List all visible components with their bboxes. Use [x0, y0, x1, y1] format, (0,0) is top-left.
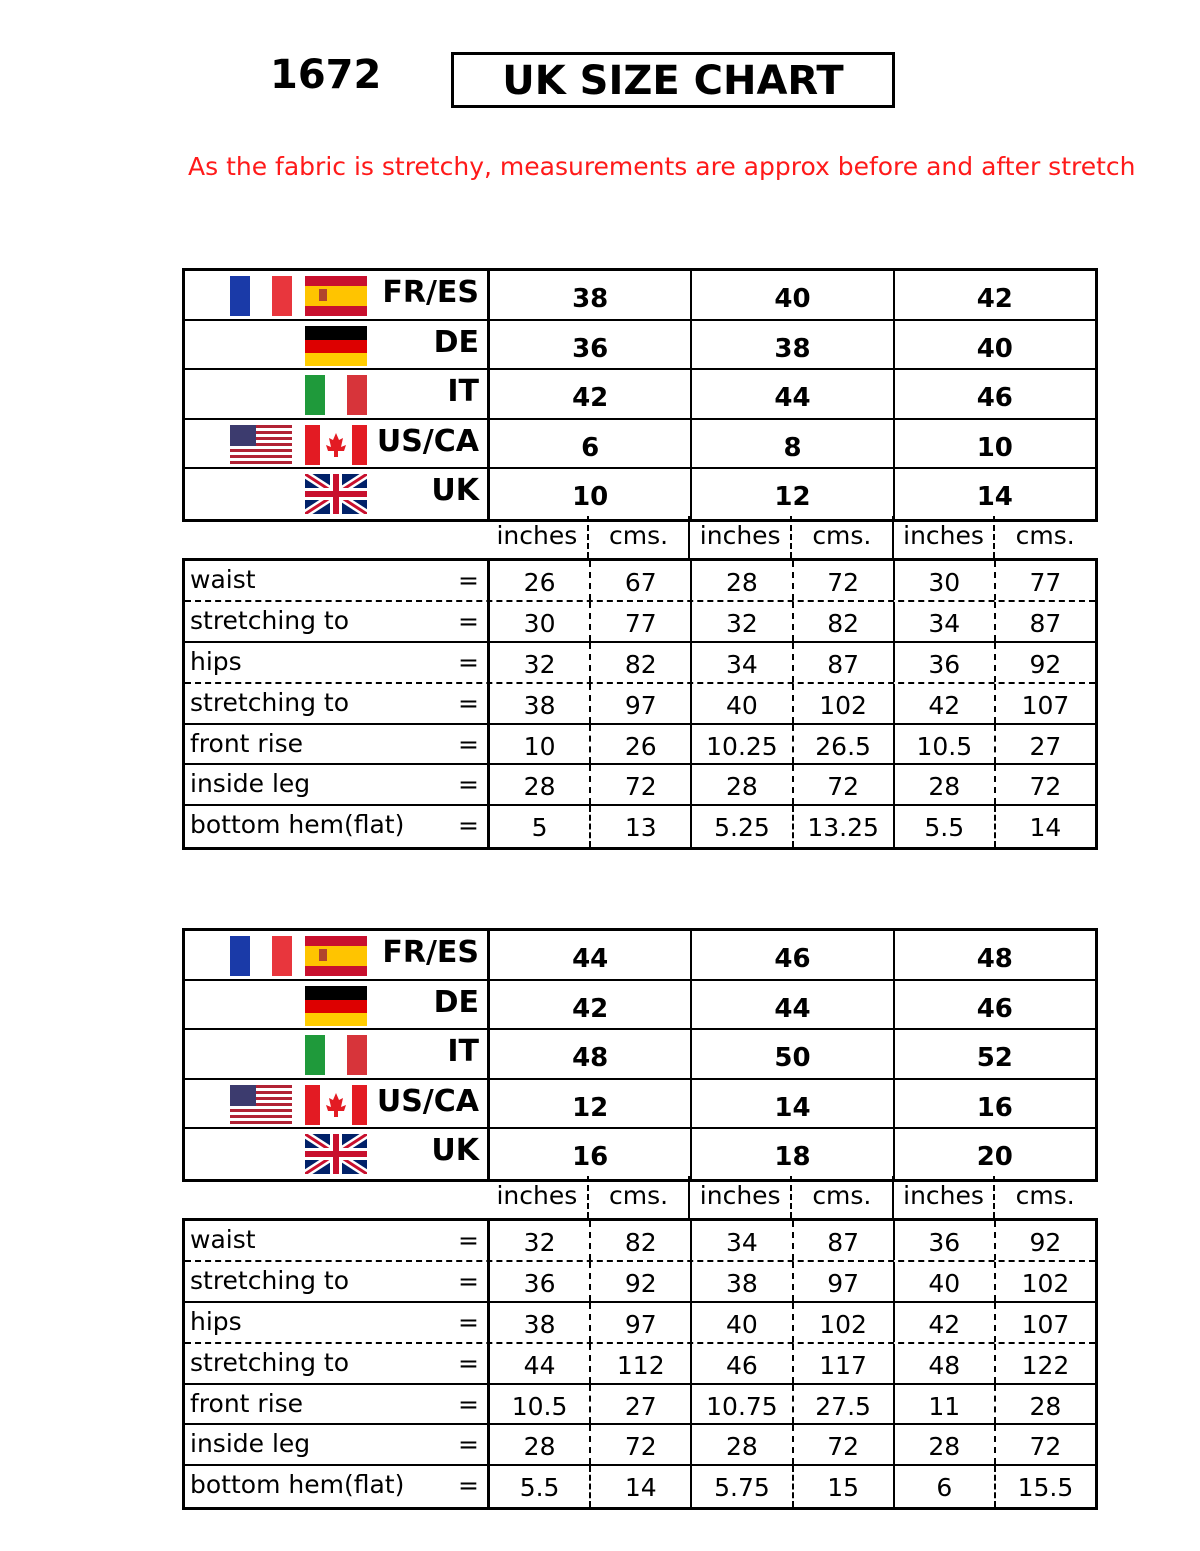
equals-sign: = [450, 806, 490, 847]
size-value: 44 [692, 370, 894, 418]
measurement-row [185, 561, 1095, 602]
uk-flag-icon [305, 1134, 367, 1174]
measurement-value: 28 [895, 1425, 996, 1464]
measurement-label: stretching to [190, 687, 350, 717]
measurement-value: 32 [490, 1221, 591, 1260]
measurement-value: 28 [692, 1425, 793, 1464]
region-code: FR/ES [382, 275, 479, 310]
size-value: 46 [976, 383, 1013, 414]
measurement-value: 13 [591, 806, 692, 847]
measurement-value: 5 [490, 806, 591, 847]
size-value: 14 [976, 482, 1013, 513]
equals-sign: = [450, 602, 490, 641]
measurement-value: 30 [490, 602, 591, 641]
measurement-value: 44 [490, 1344, 591, 1383]
measurement-row [185, 643, 1095, 684]
measurement-value: 82 [794, 602, 895, 641]
region-label-cell [185, 1030, 490, 1078]
measurement-row [185, 602, 1095, 643]
equals-sign: = [450, 1466, 490, 1507]
unit-label: inches [894, 1176, 996, 1218]
measurement-value: 72 [591, 1425, 692, 1464]
units-header [487, 516, 1095, 558]
measurement-value: 40 [692, 1303, 793, 1342]
measurement-value: 26.5 [794, 725, 895, 764]
region-label-cell [185, 1129, 490, 1179]
measurement-value: 72 [794, 561, 895, 600]
measurement-value: 34 [692, 1221, 793, 1260]
size-value: 40 [692, 271, 894, 319]
measurement-value: 38 [490, 1303, 591, 1342]
equals-sign: = [450, 1344, 490, 1383]
measurement-label: stretching to [190, 1347, 350, 1377]
size-row [185, 420, 1095, 470]
size-conversion-table [182, 268, 1098, 522]
measurement-value: 87 [794, 1221, 895, 1260]
equals-sign: = [450, 1425, 490, 1464]
size-value: 16 [976, 1092, 1013, 1123]
measurement-value: 34 [692, 643, 793, 682]
measurement-row [185, 1303, 1095, 1344]
style-code: 1672 [270, 52, 382, 98]
measurement-row [185, 765, 1095, 806]
size-row [185, 931, 1095, 981]
size-row [185, 981, 1095, 1031]
region-label-cell [185, 931, 490, 979]
measurement-value: 77 [1029, 568, 1062, 597]
measurement-value: 5.25 [692, 806, 793, 847]
measurement-value: 27 [1029, 731, 1062, 761]
unit-label: inches [690, 516, 792, 558]
region-code: UK [431, 473, 479, 509]
unit-label: cms. [589, 516, 691, 558]
size-value: 38 [692, 321, 894, 369]
measurement-value: 72 [591, 765, 692, 804]
measurement-value: 82 [591, 1221, 692, 1260]
measurement-value: 87 [1029, 608, 1062, 638]
measurement-value: 40 [895, 1262, 996, 1301]
stretch-note: As the fabric is stretchy, measurements are approx before and after stretch [188, 152, 1136, 181]
measurement-value: 14 [1029, 813, 1062, 843]
measurement-value: 15.5 [1017, 1473, 1074, 1503]
uk-flag-icon [305, 474, 367, 514]
equals-sign: = [450, 725, 490, 764]
measurement-label: bottom hem(flat) [190, 1470, 405, 1500]
equals-sign: = [450, 1262, 490, 1301]
measurement-value: 28 [1029, 1391, 1062, 1421]
size-value: 42 [976, 284, 1013, 314]
measurement-label: waist [190, 1225, 256, 1254]
size-value: 10 [976, 432, 1013, 463]
measurement-value: 97 [591, 684, 692, 723]
measurement-row [185, 1344, 1095, 1385]
measurement-value: 40 [692, 684, 793, 723]
measurement-label: bottom hem(flat) [190, 810, 405, 840]
measurement-value: 26 [490, 561, 591, 600]
region-code: DE [433, 324, 479, 360]
region-label-cell [185, 1080, 490, 1128]
measurement-value: 10.75 [692, 1385, 793, 1424]
size-value: 52 [976, 1043, 1013, 1074]
measurement-value: 5.5 [895, 806, 996, 847]
measurement-label: hips [190, 1306, 242, 1336]
measurement-row [185, 1385, 1095, 1426]
measurement-label: waist [190, 565, 256, 594]
unit-label: inches [487, 516, 589, 558]
unit-label: cms. [1015, 1181, 1075, 1210]
size-value: 36 [490, 321, 692, 369]
measurement-value: 38 [692, 1262, 793, 1301]
measurement-value: 10.5 [895, 725, 996, 764]
measurement-value: 107 [1021, 1309, 1070, 1339]
usa-flag-icon [230, 425, 292, 465]
measurement-value: 6 [895, 1466, 996, 1507]
germany-flag-icon [305, 326, 367, 366]
size-value: 42 [490, 370, 692, 418]
measurement-value: 72 [794, 765, 895, 804]
equals-sign: = [450, 684, 490, 723]
measurement-value: 92 [1029, 1228, 1062, 1257]
measurement-label: front rise [190, 1388, 304, 1418]
measurement-value: 46 [692, 1344, 793, 1383]
measurement-value: 28 [490, 765, 591, 804]
measurement-table [182, 1218, 1098, 1510]
measurement-value: 82 [591, 643, 692, 682]
spain-flag-icon [305, 936, 367, 976]
equals-sign: = [450, 561, 490, 600]
size-value: 42 [490, 981, 692, 1029]
equals-sign: = [450, 1303, 490, 1342]
size-row [185, 321, 1095, 371]
size-value: 46 [976, 993, 1013, 1024]
unit-label: cms. [792, 1176, 894, 1218]
measurement-value: 117 [794, 1344, 895, 1383]
measurement-value: 77 [591, 602, 692, 641]
measurement-value: 10 [490, 725, 591, 764]
size-value: 14 [692, 1080, 894, 1128]
size-value: 12 [692, 469, 894, 519]
measurement-row [185, 684, 1095, 725]
measurement-value: 48 [895, 1344, 996, 1383]
measurement-label: inside leg [190, 769, 311, 799]
region-code: IT [447, 1034, 479, 1070]
unit-label: inches [894, 516, 996, 558]
measurement-value: 102 [794, 1303, 895, 1342]
size-row [185, 1080, 1095, 1130]
measurement-value: 97 [794, 1262, 895, 1301]
region-code: DE [433, 984, 479, 1020]
measurement-value: 72 [794, 1425, 895, 1464]
region-label-cell [185, 370, 490, 418]
measurement-value: 112 [591, 1344, 692, 1383]
measurement-value: 28 [692, 561, 793, 600]
measurement-value: 102 [794, 684, 895, 723]
measurement-value: 32 [490, 643, 591, 682]
measurement-value: 36 [895, 643, 996, 682]
measurement-value: 92 [591, 1262, 692, 1301]
measurement-value: 72 [1029, 1432, 1062, 1462]
measurement-value: 42 [895, 684, 996, 723]
measurement-label: hips [190, 646, 242, 676]
measurement-value: 36 [490, 1262, 591, 1301]
equals-sign: = [450, 1385, 490, 1424]
measurement-value: 30 [895, 561, 996, 600]
size-row [185, 469, 1095, 519]
size-conversion-table [182, 928, 1098, 1182]
italy-flag-icon [305, 375, 367, 415]
size-value: 16 [490, 1129, 692, 1179]
measurement-value: 122 [1021, 1350, 1070, 1380]
france-flag-icon [230, 276, 292, 316]
size-row [185, 1129, 1095, 1179]
measurement-value: 5.5 [490, 1466, 591, 1507]
region-label-cell [185, 981, 490, 1029]
measurement-row [185, 1466, 1095, 1507]
measurement-value: 10.5 [490, 1385, 591, 1424]
measurement-label: stretching to [190, 605, 350, 635]
equals-sign: = [450, 765, 490, 804]
measurement-row [185, 806, 1095, 847]
size-value: 12 [490, 1080, 692, 1128]
usa-flag-icon [230, 1085, 292, 1125]
equals-sign: = [450, 1221, 490, 1260]
measurement-value: 87 [794, 643, 895, 682]
germany-flag-icon [305, 986, 367, 1026]
spain-flag-icon [305, 276, 367, 316]
unit-label: inches [487, 1176, 589, 1218]
measurement-row [185, 1425, 1095, 1466]
measurement-label: stretching to [190, 1265, 350, 1295]
measurement-value: 97 [591, 1303, 692, 1342]
measurement-label: front rise [190, 728, 304, 758]
measurement-row [185, 1221, 1095, 1262]
france-flag-icon [230, 936, 292, 976]
region-label-cell [185, 469, 490, 519]
canada-flag-icon [305, 1085, 367, 1125]
region-code: FR/ES [382, 935, 479, 970]
region-code: US/CA [376, 423, 479, 459]
size-value: 20 [976, 1142, 1013, 1173]
measurement-value: 36 [895, 1221, 996, 1260]
size-value: 48 [976, 944, 1013, 974]
size-value: 44 [692, 981, 894, 1029]
measurement-value: 15 [794, 1466, 895, 1507]
region-code: UK [431, 1133, 479, 1169]
measurement-value: 27 [591, 1385, 692, 1424]
region-label-cell [185, 321, 490, 369]
measurement-value: 102 [1021, 1268, 1070, 1298]
equals-sign: = [450, 643, 490, 682]
unit-label: cms. [792, 516, 894, 558]
measurement-row [185, 725, 1095, 766]
size-row [185, 1030, 1095, 1080]
size-value: 18 [692, 1129, 894, 1179]
measurement-value: 34 [895, 602, 996, 641]
size-value: 40 [976, 333, 1013, 364]
canada-flag-icon [305, 425, 367, 465]
measurement-value: 42 [895, 1303, 996, 1342]
size-value: 10 [490, 469, 692, 519]
unit-label: inches [690, 1176, 792, 1218]
size-value: 8 [692, 420, 894, 468]
size-value: 48 [490, 1030, 692, 1078]
measurement-value: 26 [591, 725, 692, 764]
measurement-value: 38 [490, 684, 591, 723]
unit-label: cms. [1015, 521, 1075, 550]
measurement-value: 5.75 [692, 1466, 793, 1507]
measurement-value: 72 [1029, 772, 1062, 802]
size-row [185, 370, 1095, 420]
measurement-value: 32 [692, 602, 793, 641]
measurement-value: 14 [591, 1466, 692, 1507]
size-value: 6 [490, 420, 692, 468]
measurement-value: 92 [1029, 649, 1062, 679]
size-row [185, 271, 1095, 321]
measurement-label: inside leg [190, 1429, 311, 1459]
measurement-value: 28 [895, 765, 996, 804]
units-header [487, 1176, 1095, 1218]
measurement-table [182, 558, 1098, 850]
size-value: 50 [692, 1030, 894, 1078]
size-value: 44 [490, 931, 692, 979]
measurement-value: 27.5 [794, 1385, 895, 1424]
measurement-value: 28 [490, 1425, 591, 1464]
measurement-row [185, 1262, 1095, 1303]
region-label-cell [185, 271, 490, 319]
region-code: IT [447, 374, 479, 410]
measurement-value: 10.25 [692, 725, 793, 764]
region-code: US/CA [376, 1083, 479, 1119]
italy-flag-icon [305, 1035, 367, 1075]
unit-label: cms. [589, 1176, 691, 1218]
measurement-value: 13.25 [794, 806, 895, 847]
region-label-cell [185, 420, 490, 468]
measurement-value: 67 [591, 561, 692, 600]
measurement-value: 107 [1021, 690, 1070, 720]
measurement-value: 28 [692, 765, 793, 804]
page-title: UK SIZE CHART [451, 52, 895, 108]
size-value: 46 [692, 931, 894, 979]
measurement-value: 11 [895, 1385, 996, 1424]
size-value: 38 [490, 271, 692, 319]
